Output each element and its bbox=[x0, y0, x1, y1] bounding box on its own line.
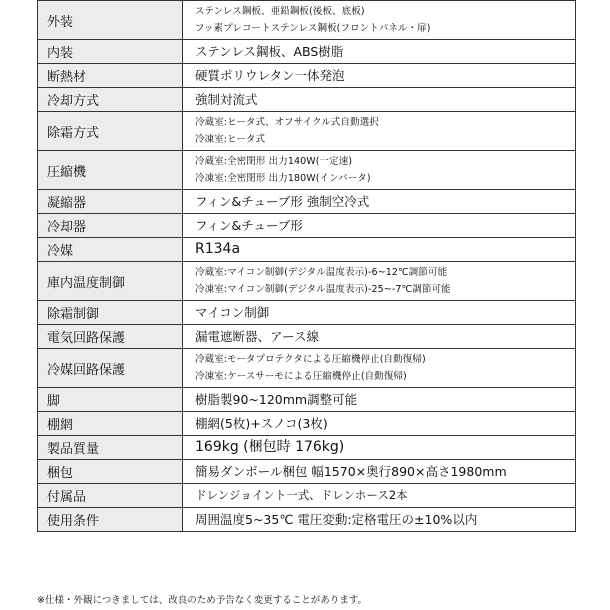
spec-row bbox=[38, 64, 576, 88]
spec-value bbox=[183, 412, 576, 436]
spec-row bbox=[38, 388, 576, 412]
spec-row bbox=[38, 484, 576, 508]
spec-label: 製品質量 bbox=[38, 436, 183, 460]
spec-label: 圧縮機 bbox=[38, 151, 183, 190]
spec-label: 棚網 bbox=[38, 412, 183, 436]
spec-value-line: 漏電遮断器、アース線 bbox=[195, 329, 320, 344]
spec-row bbox=[38, 190, 576, 214]
spec-value bbox=[183, 436, 576, 460]
spec-value-line: R134a bbox=[195, 241, 241, 257]
spec-label: 使用条件 bbox=[38, 508, 183, 532]
spec-value-line: ステンレス鋼板、亜鉛鋼板(後板、底板) bbox=[195, 6, 365, 17]
spec-value bbox=[183, 460, 576, 484]
spec-value bbox=[183, 1, 576, 40]
spec-label: 除霜制御 bbox=[38, 301, 183, 325]
spec-row bbox=[38, 508, 576, 532]
spec-label: 冷媒 bbox=[38, 238, 183, 262]
spec-label: 内装 bbox=[38, 40, 183, 64]
spec-value-line: 169kg (梱包時 176kg) bbox=[195, 439, 345, 455]
spec-label: 外装 bbox=[38, 1, 183, 40]
spec-label: 冷媒回路保護 bbox=[38, 349, 183, 388]
spec-label: 電気回路保護 bbox=[38, 325, 183, 349]
spec-row bbox=[38, 349, 576, 388]
spec-value bbox=[183, 484, 576, 508]
spec-row bbox=[38, 214, 576, 238]
spec-value-line: 冷蔵室:マイコン制御(デジタル温度表示)-6~12℃調節可能 bbox=[195, 267, 448, 278]
spec-value-line: 冷凍室:マイコン制御(デジタル温度表示)-25~-7℃調節可能 bbox=[195, 284, 451, 295]
spec-value-line: 周囲温度5~35℃ 電圧変動:定格電圧の±10%以内 bbox=[195, 512, 478, 527]
spec-label: 断熱材 bbox=[38, 64, 183, 88]
spec-value-line: 簡易ダンボール梱包 幅1570×奥行890×高さ1980mm bbox=[195, 464, 507, 479]
spec-value-line: フィン&チューブ形 bbox=[195, 218, 303, 233]
spec-row bbox=[38, 151, 576, 190]
spec-row bbox=[38, 1, 576, 40]
spec-value bbox=[183, 40, 576, 64]
spec-value-line: 冷蔵室:ヒータ式、オフサイクル式自動選択 bbox=[195, 117, 379, 128]
spec-value-line: 強制対流式 bbox=[195, 92, 258, 107]
spec-value bbox=[183, 262, 576, 301]
spec-value-line: 樹脂製90~120mm調整可能 bbox=[195, 392, 358, 407]
spec-row bbox=[38, 238, 576, 262]
spec-row bbox=[38, 262, 576, 301]
spec-value bbox=[183, 508, 576, 532]
spec-row bbox=[38, 460, 576, 484]
spec-label: 除霜方式 bbox=[38, 112, 183, 151]
spec-value bbox=[183, 325, 576, 349]
spec-table bbox=[37, 0, 576, 532]
spec-label: 付属品 bbox=[38, 484, 183, 508]
spec-value bbox=[183, 349, 576, 388]
spec-value-line: 冷凍室:全密閉形 出力180W(インバータ) bbox=[195, 173, 371, 184]
spec-value-line: 硬質ポリウレタン一体発泡 bbox=[195, 68, 345, 83]
spec-row bbox=[38, 301, 576, 325]
spec-label: 冷却方式 bbox=[38, 88, 183, 112]
spec-value-line: 冷凍室:ヒータ式 bbox=[195, 134, 266, 145]
spec-value bbox=[183, 238, 576, 262]
spec-value bbox=[183, 190, 576, 214]
spec-value-line: フィン&チューブ形 強制空冷式 bbox=[195, 194, 370, 209]
spec-value-line: 冷蔵室:モータプロテクタによる圧縮機停止(自動復帰) bbox=[195, 354, 426, 365]
spec-value-line: 冷蔵室:全密閉形 出力140W(一定速) bbox=[195, 156, 353, 167]
spec-value-line: マイコン制御 bbox=[195, 305, 270, 320]
spec-value-line: ドレンジョイント一式、ドレンホース2本 bbox=[195, 488, 408, 502]
spec-label: 凝縮器 bbox=[38, 190, 183, 214]
spec-value bbox=[183, 112, 576, 151]
spec-label: 梱包 bbox=[38, 460, 183, 484]
spec-row bbox=[38, 40, 576, 64]
footnote: ※仕様・外観につきましては、改良のため予告なく変更することがあります。 bbox=[37, 595, 368, 606]
spec-value-line: 棚網(5枚)+スノコ(3枚) bbox=[195, 416, 328, 431]
spec-row bbox=[38, 436, 576, 460]
spec-value bbox=[183, 64, 576, 88]
spec-table-body bbox=[38, 1, 576, 532]
spec-value-line: ステンレス鋼板、ABS樹脂 bbox=[195, 44, 344, 59]
spec-label: 庫内温度制御 bbox=[38, 262, 183, 301]
spec-value bbox=[183, 151, 576, 190]
spec-row bbox=[38, 112, 576, 151]
spec-value bbox=[183, 301, 576, 325]
spec-value bbox=[183, 214, 576, 238]
spec-label: 冷却器 bbox=[38, 214, 183, 238]
spec-value bbox=[183, 388, 576, 412]
spec-value-line: フッ素プレコートステンレス鋼板(フロントパネル・扉) bbox=[195, 23, 431, 34]
spec-row bbox=[38, 325, 576, 349]
spec-row bbox=[38, 412, 576, 436]
spec-label: 脚 bbox=[38, 388, 183, 412]
spec-value-line: 冷凍室:ケースサーモによる圧縮機停止(自動復帰) bbox=[195, 371, 407, 382]
spec-value bbox=[183, 88, 576, 112]
spec-row bbox=[38, 88, 576, 112]
